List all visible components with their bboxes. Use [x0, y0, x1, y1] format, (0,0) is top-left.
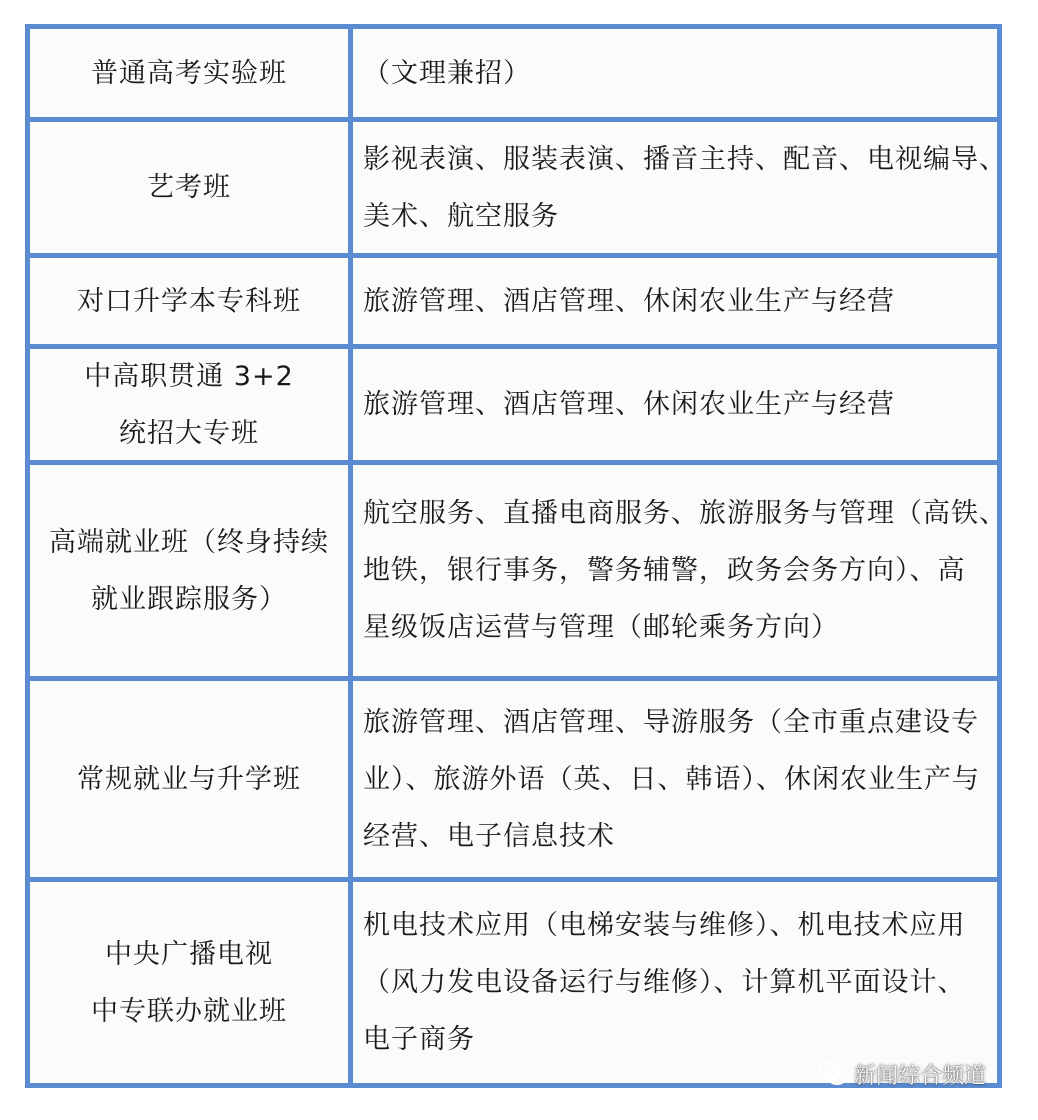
row-7-category-cell — [30, 882, 348, 1083]
programs-line: 旅游管理、酒店管理、休闲农业生产与经营 — [363, 389, 895, 420]
watermark-text: 新闻综合频道 — [854, 1063, 987, 1089]
watermark — [818, 1054, 986, 1094]
wechat-icon — [818, 1061, 848, 1087]
programs-line: 机电技术应用（电梯安装与维修）、机电技术应用 — [363, 910, 966, 941]
row-5-category-cell — [30, 465, 348, 676]
row-1-category-cell — [30, 29, 348, 117]
row-2-programs-cell — [353, 122, 1007, 253]
programs-line: 航空服务、直播电商服务、旅游服务与管理（高铁、 — [363, 498, 1007, 529]
category-line: 普通高考实验班 — [91, 57, 287, 89]
category-line: 统招大专班 — [119, 417, 259, 449]
programs-line: （文理兼招） — [363, 57, 531, 89]
programs-line: 旅游管理、酒店管理、休闲农业生产与经营 — [363, 285, 895, 317]
row-2-category-cell — [30, 122, 348, 253]
programs-line: 业）、旅游外语（英、日、韩语）、休闲农业生产与 — [363, 763, 980, 795]
programs-line: （风力发电设备运行与维修）、计算机平面设计、 — [363, 967, 966, 998]
programs-line: 地铁，银行事务，警务辅警，政务会务方向）、高 — [363, 555, 966, 586]
row-4-category-cell — [30, 349, 348, 460]
category-line: 高端就业班（终身持续 — [49, 526, 329, 558]
programs-line: 旅游管理、酒店管理、导游服务（全市重点建设专 — [363, 706, 979, 738]
row-3-category-cell — [30, 258, 348, 344]
row-1-programs-cell — [353, 29, 997, 117]
row-7-programs-cell — [353, 882, 997, 1083]
category-line: 就业跟踪服务） — [91, 583, 287, 615]
category-line: 常规就业与升学班 — [77, 763, 301, 795]
category-line: 艺考班 — [147, 172, 231, 203]
program-table — [25, 24, 1007, 1088]
category-line: 中高职贯通 3+2 — [84, 360, 294, 392]
row-6-programs-cell — [353, 681, 997, 877]
category-line: 中央广播电视 — [105, 938, 273, 970]
category-line: 对口升学本专科班 — [77, 285, 301, 317]
row-3-programs-cell — [353, 258, 997, 344]
programs-line: 美术、航空服务 — [363, 200, 559, 232]
category-line: 中专联办就业班 — [91, 995, 287, 1027]
programs-line: 星级饭店运营与管理（邮轮乘务方向） — [363, 612, 839, 643]
row-5-programs-cell — [353, 465, 1007, 676]
row-6-category-cell — [30, 681, 348, 877]
row-4-programs-cell — [353, 349, 997, 460]
programs-line: 电子商务 — [363, 1024, 475, 1055]
programs-line: 经营、电子信息技术 — [363, 820, 615, 852]
programs-line: 影视表演、服装表演、播音主持、配音、电视编导、 — [363, 143, 1007, 175]
